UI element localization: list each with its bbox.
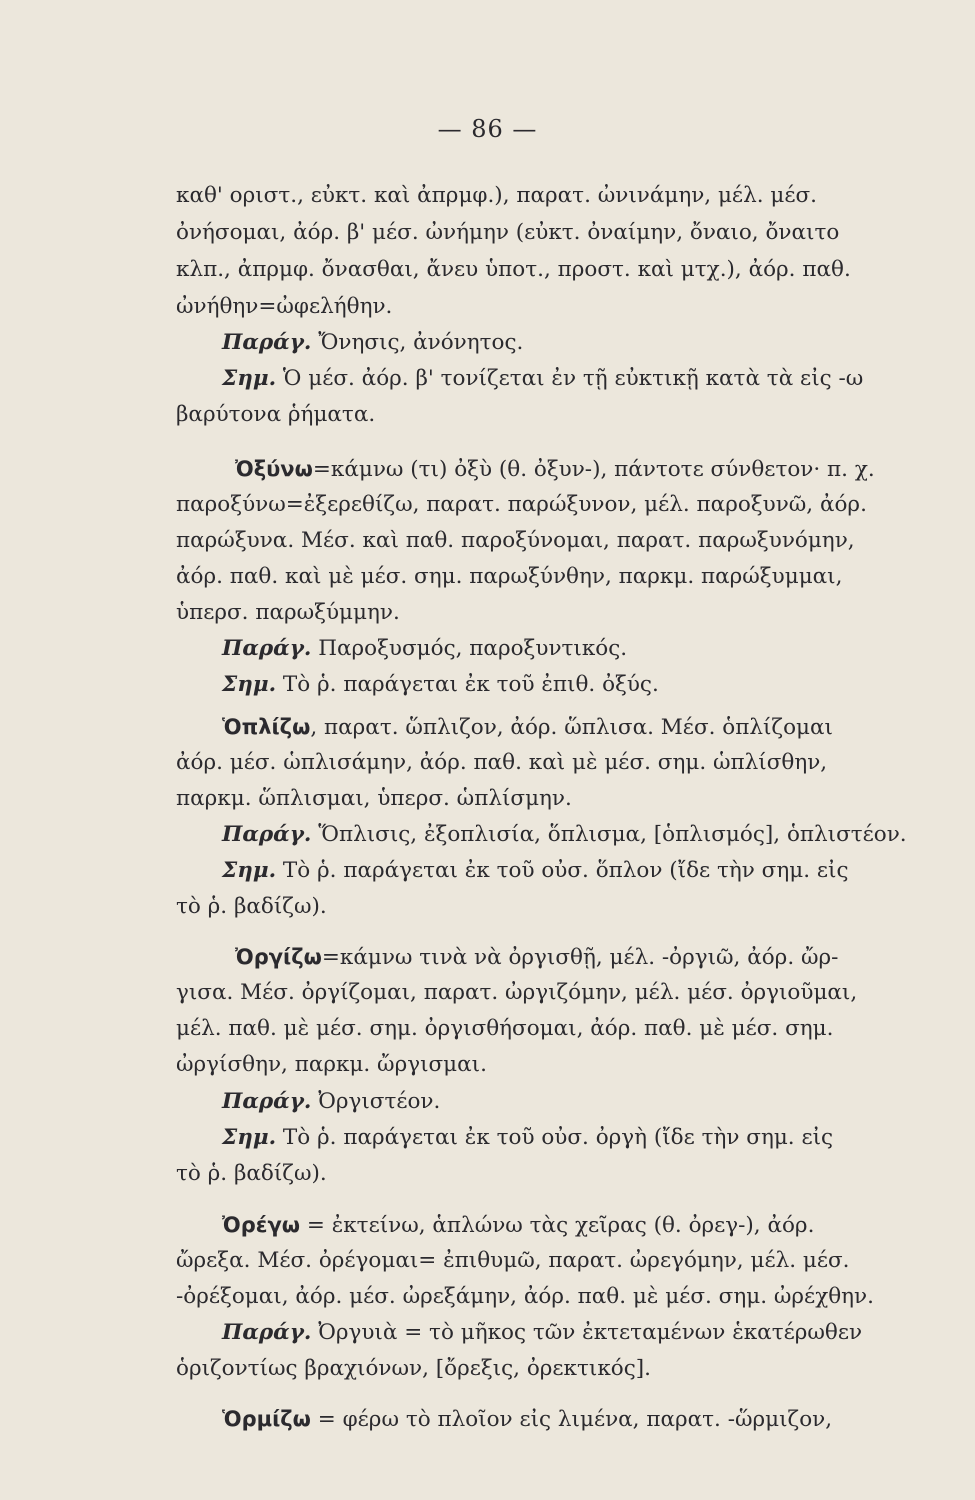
note-text: Τὸ ῥ. παράγεται ἐκ τοῦ οὐσ. ὅπλον (ἴδε τὴν σημ. εἰς [282,858,849,883]
parag-label: Παράγ. [222,1089,312,1114]
note-text: Τὸ ῥ. παράγεται ἐκ τοῦ ἐπιθ. ὀξύς. [282,672,659,697]
headword: Ὁπλίζω [222,715,311,739]
note-line [222,364,863,394]
entry-text: =κάμνω τινὰ νὰ ὀργισθῇ, μέλ. -ὀργιῶ, ἀόρ. ὤρ- [321,945,839,970]
note-label: Σημ. [222,858,277,883]
text-line: -ὀρέξομαι, ἀόρ. μέσ. ὠρεξάμην, ἀόρ. παθ. μὲ μέσ. σημ. ὠρέχθην. [176,1284,874,1309]
note-line [222,670,659,700]
text-line: βαρύτονα ῥήματα. [176,402,376,427]
entry-oplizo [222,712,833,743]
note-text: Ὁ μέσ. ἀόρ. β' τονίζεται ἐν τῇ εὐκτικῇ κατὰ τὰ εἰς -ω [282,366,864,391]
note-line [222,856,849,886]
headword: Ὀξύνω [235,457,313,481]
parag-line [222,820,907,850]
parag-line [222,1087,440,1117]
parag-text: Ὄνησις, ἀνόνητος. [318,330,524,355]
text-line: ὠνήθην=ὠφελήθην. [176,294,393,319]
text-line: παρώξυνα. Μέσ. καὶ παθ. παροξύνομαι, παρατ. παρωξυνόμην, [176,528,855,553]
entry-text: = φέρω τὸ πλοῖον εἰς λιμένα, παρατ. -ὥρμιζον, [317,1407,833,1432]
text-line: κλπ., ἀπρμφ. ὄνασθαι, ἄνευ ὑποτ., προστ. καὶ μτχ.), ἀόρ. παθ. [176,257,851,282]
entry-oxyno [235,454,875,485]
entry-orgizo [235,942,838,973]
parag-text: Ὀργυιὰ = τὸ μῆκος τῶν ἐκτεταμένων ἑκατέρωθεν [318,1320,863,1345]
parag-label: Παράγ. [222,330,312,355]
text-line: μέλ. παθ. μὲ μέσ. σημ. ὀργισθήσομαι, ἀόρ. παθ. μὲ μέσ. σημ. [176,1016,834,1041]
text-line: ὁριζοντίως βραχιόνων, [ὄρεξις, ὀρεκτικός]. [176,1356,651,1381]
headword: Ὀρέγω [222,1213,301,1237]
text-line: ὠργίσθην, παρκμ. ὤργισμαι. [176,1052,487,1077]
text-line: ὤρεξα. Μέσ. ὀρέγομαι= ἐπιθυμῶ, παρατ. ὠρεγόμην, μέλ. μέσ. [176,1248,850,1273]
parag-line [222,1318,862,1348]
text-line: τὸ ῥ. βαδίζω). [176,894,327,919]
parag-text: Ὅπλισις, ἐξοπλισία, ὅπλισμα, [ὁπλισμός], ὁπλιστέον. [318,822,907,847]
note-label: Σημ. [222,672,277,697]
text-line: ἀόρ. μέσ. ὡπλισάμην, ἀόρ. παθ. καὶ μὲ μέσ. σημ. ὡπλίσθην, [176,750,828,775]
note-label: Σημ. [222,366,277,391]
entry-text: , παρατ. ὥπλιζον, ἀόρ. ὥπλισα. Μέσ. ὁπλίζομαι [310,715,833,740]
headword: Ὀργίζω [235,945,322,969]
text-line: τὸ ῥ. βαδίζω). [176,1161,327,1186]
text-line: παροξύνω=ἐξερεθίζω, παρατ. παρώξυνον, μέλ. παροξυνῶ, ἀόρ. [176,492,867,517]
headword: Ὁρμίζω [222,1407,311,1431]
entry-text: = ἐκτείνω, ἁπλώνω τὰς χεῖρας (θ. ὀρεγ-), ἀόρ. [306,1213,815,1238]
entry-ormizo [222,1404,832,1435]
parag-text: Ὀργιστέον. [318,1089,441,1114]
parag-line [222,328,523,358]
parag-text: Παροξυσμός, παροξυντικός. [318,636,628,661]
text-line: ὀνήσομαι, ἀόρ. β' μέσ. ὠνήμην (εὐκτ. ὀναίμην, ὄναιο, ὄναιτο [176,220,840,245]
text-line: παρκμ. ὥπλισμαι, ὑπερσ. ὡπλίσμην. [176,786,572,811]
text-line: γισα. Μέσ. ὀργίζομαι, παρατ. ὠργιζόμην, μέλ. μέσ. ὀργιοῦμαι, [176,980,858,1005]
text-line: καθ' οριστ., εὐκτ. καὶ ἀπρμφ.), παρατ. ὠνινάμην, μέλ. μέσ. [176,183,817,208]
parag-label: Παράγ. [222,1320,312,1345]
parag-line [222,634,627,664]
entry-text: =κάμνω (τι) ὀξὺ (θ. ὀξυν-), πάντοτε σύνθετον· π. χ. [312,457,875,482]
parag-label: Παράγ. [222,636,312,661]
text-line: ὑπερσ. παρωξύμμην. [176,600,400,625]
entry-orego [222,1210,814,1241]
note-label: Σημ. [222,1125,277,1150]
note-line [222,1123,833,1153]
note-text: Τὸ ῥ. παράγεται ἐκ τοῦ οὐσ. ὀργὴ (ἴδε τὴν σημ. εἰς [282,1125,834,1150]
parag-label: Παράγ. [222,822,312,847]
page-number: — 86 — [437,115,538,143]
text-line: ἀόρ. παθ. καὶ μὲ μέσ. σημ. παρωξύνθην, παρκμ. παρώξυμμαι, [176,564,843,589]
